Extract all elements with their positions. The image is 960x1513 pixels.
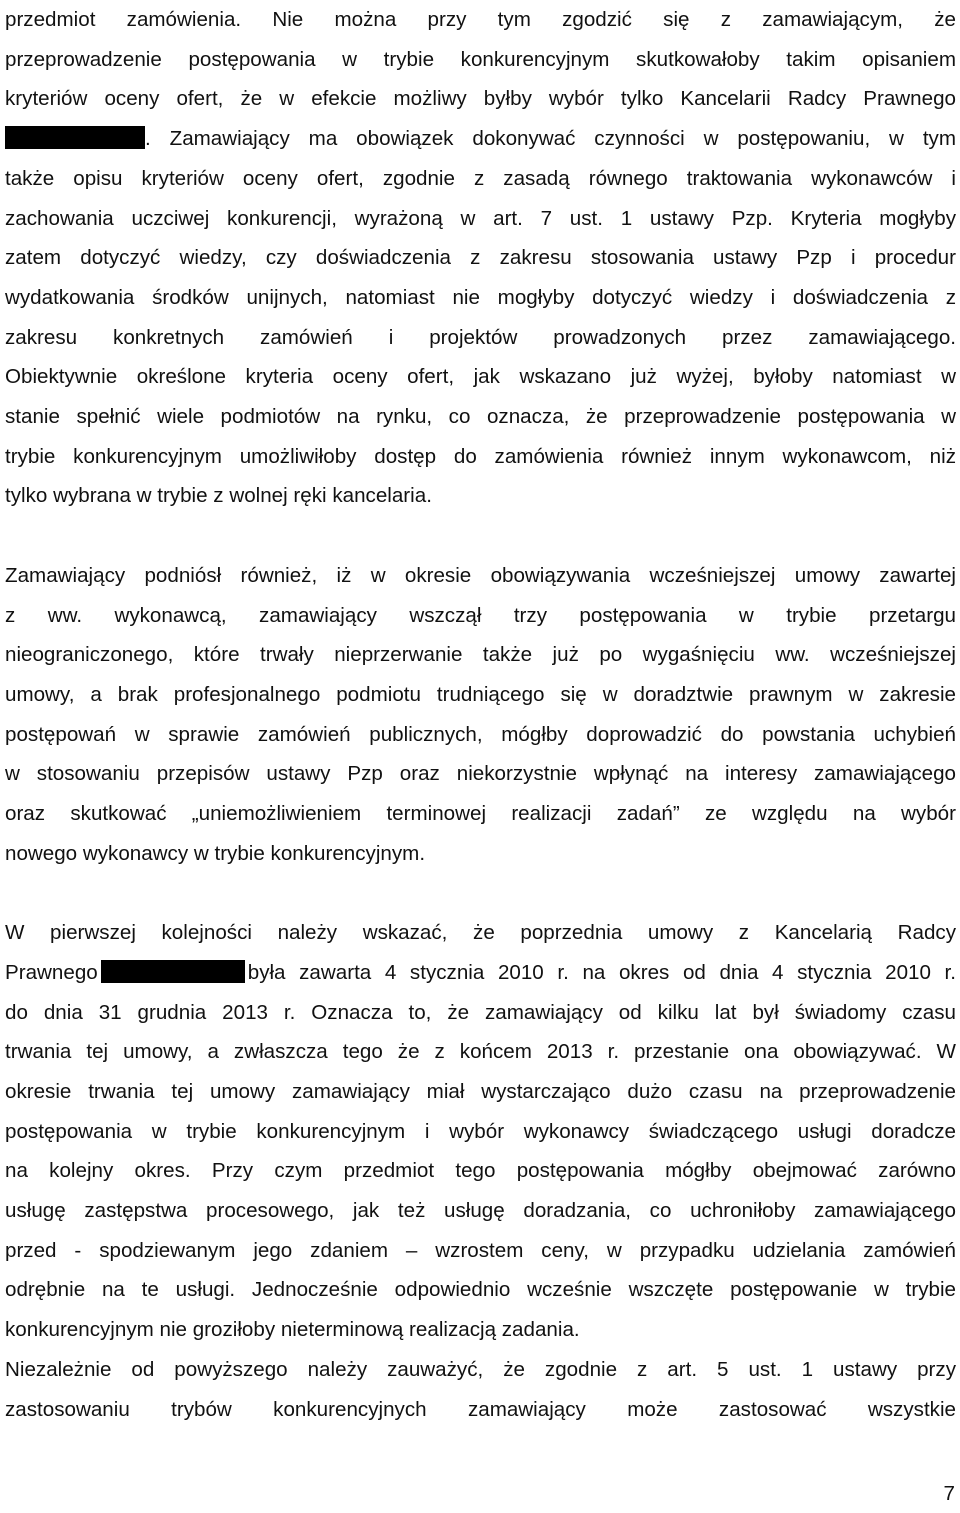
text-line: na kolejny okres. Przy czym przedmiot tego postępowania mógłby obejmować zarówno [5,1159,956,1183]
text-fragment: była zawarta 4 stycznia 2010 r. na okres od dnia 4 stycznia 2010 r. [247,960,956,984]
text-line: stanie spełnić wiele podmiotów na rynku, co oznacza, że przeprowadzenie postępowania w [5,405,956,429]
redaction-bar [101,960,245,983]
text-fragment: . Zamawiający ma obowiązek dokonywać czynności w postępowaniu, w tym [145,127,956,151]
text-line: umowy, a brak profesjonalnego podmiotu trudniącego się w doradztwie prawnym w zakresie [5,682,956,706]
paragraph-3 [5,913,956,1350]
text-line: zakresu konkretnych zamówień i projektów prowadzonych przez zamawiającego. [5,325,956,349]
text-line: przed - spodziewanym jego zdaniem – wzrostem ceny, w przypadku udzielania zamówień [5,1238,956,1262]
page-number: 7 [943,1482,955,1505]
text-line: przedmiot zamówienia. Nie można przy tym zgodzić się z zamawiającym, że [5,8,956,31]
paragraph-2 [5,556,956,874]
text-line: kryteriów oceny ofert, że w efekcie możliwy byłby wybór tylko Kancelarii Radcy Prawnego [5,87,956,111]
paragraph-1 [5,0,956,516]
redacted-line [5,953,956,993]
text-line: okresie trwania tej umowy zamawiający miał wystarczająco dużo czasu na przeprowadzenie [5,1079,956,1103]
text-line: W pierwszej kolejności należy wskazać, że poprzednia umowy z Kancelarią Radcy [5,921,956,945]
text-line: oraz skutkować „uniemożliwieniem terminowej realizacji zadań” ze względu na wybór [5,802,956,826]
text-line: w stosowaniu przepisów ustawy Pzp oraz niekorzystnie wpłynąć na interesy zamawiającego [5,762,956,786]
text-line: Niezależnie od powyższego należy zauważyć, że zgodnie z art. 5 ust. 1 ustawy przy [5,1357,956,1381]
text-line-last: nowego wykonawcy w trybie konkurencyjnym. [5,841,426,865]
document-page [5,0,956,1429]
redaction-bar [5,126,145,149]
text-line: zatem dotyczyć wiedzy, czy doświadczenia z zakresu stosowania ustawy Pzp i procedur [5,246,956,270]
text-line: zachowania uczciwej konkurencji, wyrażoną w art. 7 ust. 1 ustawy Pzp. Kryteria mogłyby [5,206,956,230]
text-line: postępowań w sprawie zamówień publicznych, mógłby doprowadzić do powstania uchybień [5,722,956,746]
text-fragment: Prawnego [5,960,98,984]
text-line: także opisu kryteriów oceny ofert, zgodnie z zasadą równego traktowania wykonawców i [5,166,956,190]
paragraph-4 [5,1350,956,1429]
text-line: wydatkowania środków unijnych, natomiast nie mogłyby dotyczyć wiedzy i doświadczenia z [5,285,956,309]
text-line: przeprowadzenie postępowania w trybie konkurencyjnym skutkowałoby takim opisaniem [5,47,956,71]
text-line: Obiektywnie określone kryteria oceny ofert, jak wskazano już wyżej, byłoby natomiast w [5,365,956,389]
paragraph-gap [5,516,956,556]
text-line: trwania tej umowy, a zwłaszcza tego że z końcem 2013 r. przestanie ona obowiązywać. W [5,1040,956,1064]
text-line: nieograniczonego, które trwały nieprzerwanie także już po wygaśnięciu ww. wcześniejszej [5,643,956,667]
text-line: zastosowaniu trybów konkurencyjnych zamawiający może zastosować wszystkie [5,1397,956,1421]
redacted-line [5,119,956,159]
paragraph-gap [5,873,956,913]
text-line: z ww. wykonawcą, zamawiający wszczął trzy postępowania w trybie przetargu [5,603,956,627]
text-line: usługę zastępstwa procesowego, jak też usługę doradzania, co uchroniłoby zamawiającego [5,1199,956,1223]
text-line: postępowania w trybie konkurencyjnym i wybór wykonawcy świadczącego usługi doradcze [5,1119,956,1143]
text-line-last: konkurencyjnym nie groziłoby nieterminową realizacją zadania. [5,1318,580,1342]
text-line: odrębnie na te usługi. Jednocześnie odpowiednio wcześnie wszczęte postępowanie w trybie [5,1278,956,1302]
text-line: Zamawiający podniósł również, iż w okresie obowiązywania wcześniejszej umowy zawartej [5,563,956,587]
text-line-last: tylko wybrana w trybie z wolnej ręki kancelaria. [5,484,432,508]
text-line: do dnia 31 grudnia 2013 r. Oznacza to, że zamawiający od kilku lat był świadomy czasu [5,1000,956,1024]
text-line: trybie konkurencyjnym umożliwiłoby dostęp do zamówienia również innym wykonawcom, niż [5,444,956,468]
